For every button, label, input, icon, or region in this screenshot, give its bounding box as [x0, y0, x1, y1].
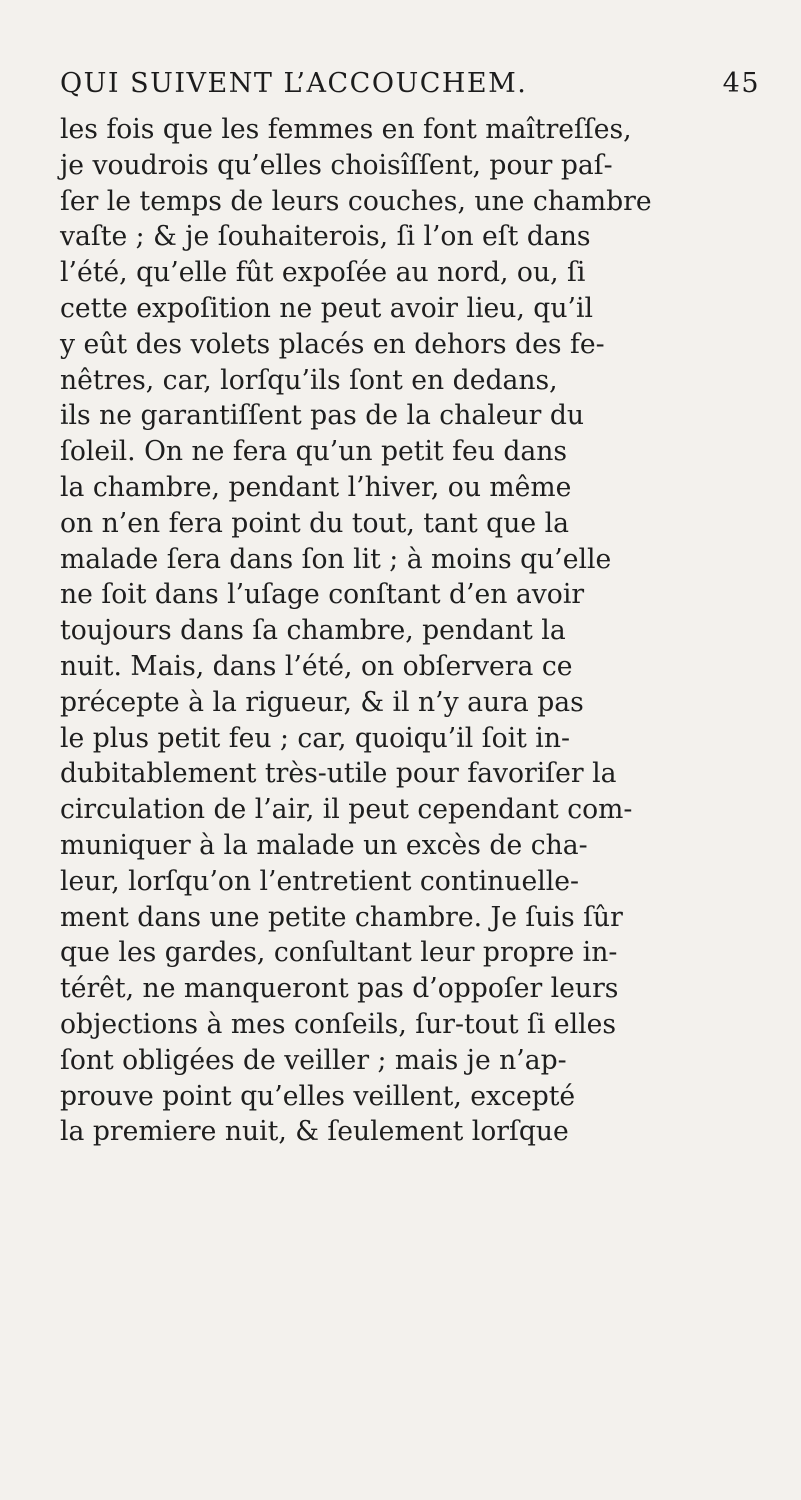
text-line: malade ſera dans ſon lit ; à moins qu’elle [60, 543, 612, 575]
text-line: prouve point qu’elles veillent, excepté [60, 1080, 576, 1112]
text-line: le plus petit feu ; car, quoiqu’il ſoit in- [60, 722, 570, 754]
text-line: ment dans une petite chambre. Je ſuis ſûr [60, 901, 623, 933]
body-text [60, 112, 770, 1150]
text-line: je voudrois qu’elles choisîſſent, pour paſ- [60, 149, 613, 181]
text-line: l’été, qu’elle fût expoſée au nord, ou, ſi [60, 257, 586, 289]
text-line: cette expoſition ne peut avoir lieu, qu’il [60, 292, 593, 324]
text-line: nuit. Mais, dans l’été, on obſervera ce [60, 650, 573, 682]
text-line: la premiere nuit, & ſeulement lorſque [60, 1116, 569, 1148]
text-line: muniquer à la malade un excès de cha- [60, 829, 588, 861]
text-line: ſoleil. On ne fera qu’un petit feu dans [60, 436, 568, 468]
text-line: précepte à la rigueur, & il n’y aura pas [60, 686, 584, 718]
text-line: objections à mes conſeils, ſur-tout ſi elles [60, 1008, 617, 1040]
page-number: 45 [722, 68, 760, 99]
text-line: on n’en fera point du tout, tant que la [60, 507, 569, 539]
text-line: térêt, ne manqueront pas d’oppoſer leurs [60, 973, 619, 1005]
text-line: ne ſoit dans l’uſage conſtant d’en avoir [60, 579, 585, 611]
text-line: circulation de l’air, il peut cependant com- [60, 794, 633, 826]
text-line: y eût des volets placés en dehors des fe- [60, 328, 605, 360]
text-line: ils ne garantiſſent pas de la chaleur du [60, 400, 585, 432]
text-line: que les gardes, conſultant leur propre in- [60, 937, 618, 969]
text-line: la chambre, pendant l’hiver, ou même [60, 471, 572, 503]
text-line: leur, lorſqu’on l’entretient continuelle- [60, 865, 580, 897]
text-line: vaſte ; & je ſouhaiterois, ſi l’on eſt dans [60, 221, 591, 253]
text-line: ſer le temps de leurs couches, une chambre [60, 185, 652, 217]
text-line: les fois que les femmes en font maîtreſſes, [60, 114, 632, 145]
text-line: dubitablement très-utile pour favoriſer la [60, 758, 617, 790]
text-line: toujours dans ſa chambre, pendant la [60, 615, 566, 647]
text-line: ſont obligées de veiller ; mais je n’ap- [60, 1044, 567, 1076]
running-title: QUI SUIVENT L’ACCOUCHEM. [60, 68, 528, 99]
text-line: nêtres, car, lorſqu’ils ſont en dedans, [60, 364, 558, 396]
page-header [60, 68, 760, 110]
